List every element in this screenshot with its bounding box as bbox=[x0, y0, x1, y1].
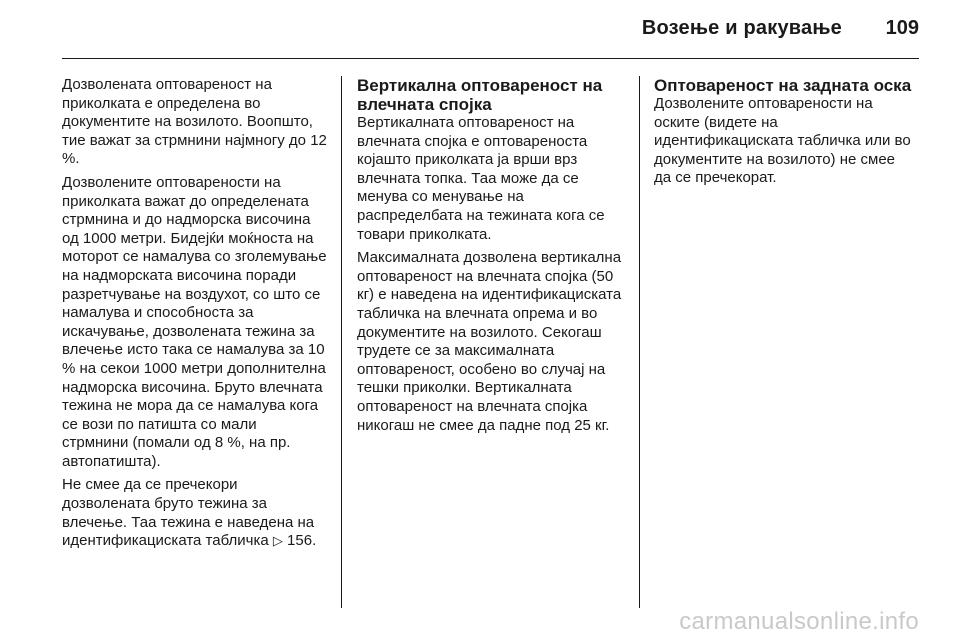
triangle-right-icon: ▷ bbox=[272, 533, 283, 549]
section-heading: Вертикална оптовареност на влечната спојка bbox=[357, 76, 603, 114]
column-1 bbox=[62, 76, 327, 556]
paragraph-text: Не смее да се пречекори дозволената бруто тежина за влечење. Таа тежина е наведена на идентификациската табличка bbox=[62, 476, 315, 550]
header-rule bbox=[62, 58, 919, 59]
section-heading: Оптовареност на задната оска bbox=[654, 76, 912, 95]
paragraph: Дозволената оптовареност на приколката е определена во документите на возилото. Воопшто, тие важат за стрмнини најмногу до 12 %. bbox=[62, 76, 327, 168]
paragraph: Вертикалната оптовареност на влечната спојка е оптовареноста којашто приколката ја врши врз влечната топка. Таа може да се менува со менување на распределбата на тежината кога се товари приколката. bbox=[357, 114, 605, 243]
page-reference-link[interactable]: 156. bbox=[287, 532, 317, 550]
chapter-title: Возење и ракување bbox=[641, 17, 842, 39]
paragraph: Дозволените оптоварености на приколката важат до определената стрмнина и до надморска височина од 1000 метри. Бидејќи моќноста на моторот се намалува со зголемување на надморската височина поради разретчување на воздухот, со што се намалува и способноста за искачување, дозволената тежина за влечење исто така се намалува за 10 % на секои 1000 метри дополнителна надморска височина. Бруто влечната тежина не мора да се намалува кога се вози по патишта со мали стрмнини (помали од 8 %, на пр. автопатишта). bbox=[62, 173, 327, 470]
page-header bbox=[0, 0, 960, 60]
column-2 bbox=[357, 76, 625, 440]
watermark: carmanualsonline.info bbox=[679, 608, 919, 635]
paragraph: Максималната дозволена вертикална оптовареност на влечната спојка (50 кг) е наведена на идентификациската табличка на влечната опрема и во документите на возилото. Секогаш трудете се за максималната оптовареност, особено во случај на тешки приколки. Вертикалната оптовареност на влечната спојка никогаш не смее да падне под 25 кг. bbox=[357, 249, 622, 434]
column-3 bbox=[654, 76, 916, 193]
paragraph bbox=[62, 476, 327, 550]
column-divider bbox=[341, 76, 342, 608]
paragraph: Дозволените оптоварености на оските (видете на идентификациската табличка или во документите на возилото) не смее да се пречекорат. bbox=[654, 95, 911, 187]
column-divider bbox=[639, 76, 640, 608]
page-number: 109 bbox=[885, 17, 919, 39]
